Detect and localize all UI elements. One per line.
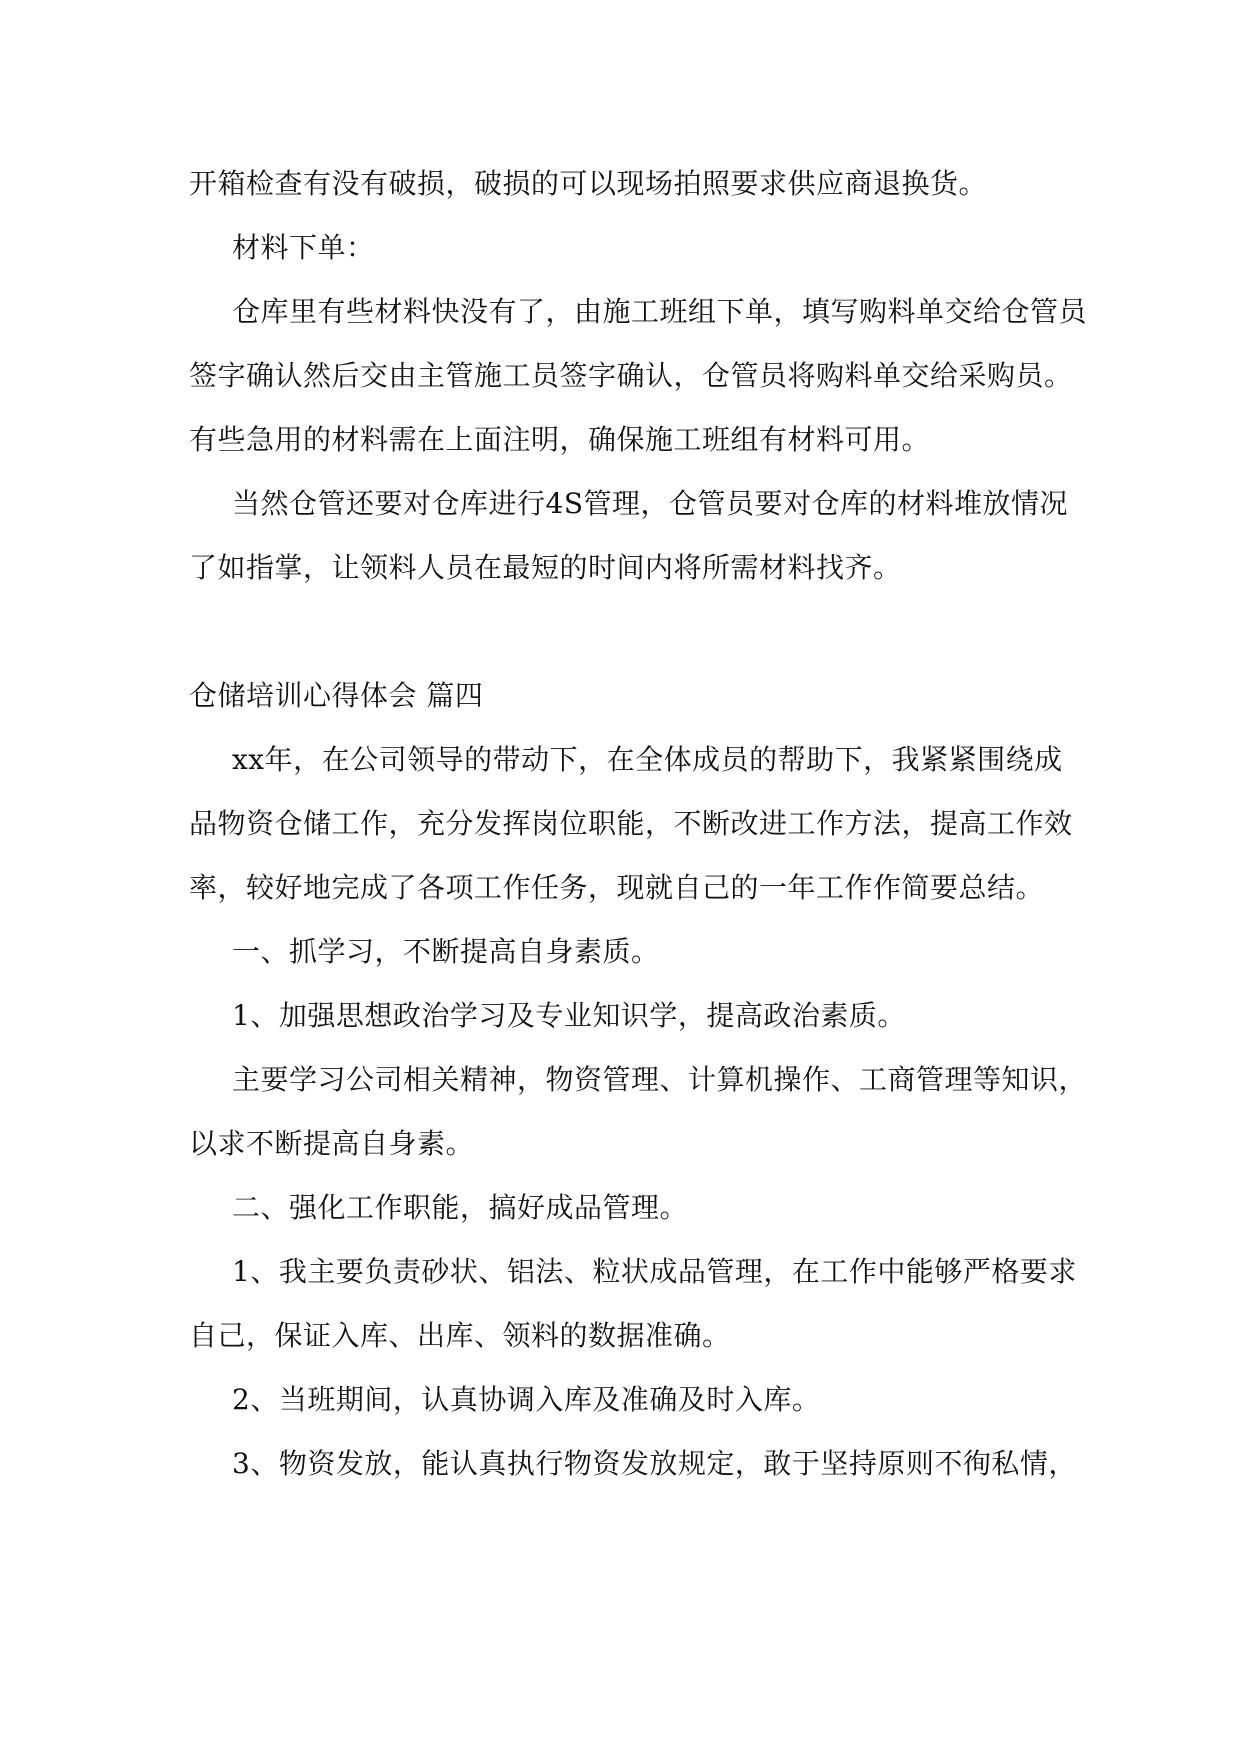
paragraph: 2、当班期间，认真协调入库及准确及时入库。 bbox=[232, 1383, 821, 1416]
paragraph: 1、加强思想政治学习及专业知识学，提高政治素质。 bbox=[232, 999, 906, 1032]
paragraph: 二、强化工作职能，搞好成品管理。 bbox=[232, 1191, 689, 1224]
paragraph: 开箱检查有没有破损，破损的可以现场拍照要求供应商退换货。 bbox=[189, 167, 988, 200]
document-body bbox=[189, 152, 1089, 1496]
paragraph: 3、物资发放，能认真执行物资发放规定，敢于坚持原则不徇私情， bbox=[232, 1447, 1077, 1480]
paragraph: 当然仓管还要对仓库进行4S管理，仓管员要对仓库的材料堆放情况了如指掌，让领料人员在最短的时间内将所需材料找齐。 bbox=[189, 487, 1068, 584]
paragraph: 主要学习公司相关精神，物资管理、计算机操作、工商管理等知识，以求不断提高自身素。 bbox=[189, 1063, 1088, 1160]
paragraph: 仓库里有些材料快没有了，由施工班组下单，填写购料单交给仓管员签字确认然后交由主管施工员签字确认，仓管员将购料单交给采购员。有些急用的材料需在上面注明，确保施工班组有材料可用。 bbox=[189, 295, 1088, 456]
paragraph: 一、抓学习，不断提高自身素质。 bbox=[232, 935, 660, 968]
paragraph: 材料下单： bbox=[232, 231, 375, 264]
paragraph: 1、我主要负责砂状、铝法、粒状成品管理，在工作中能够严格要求自己，保证入库、出库、领料的数据准确。 bbox=[189, 1255, 1077, 1352]
paragraph: xx年，在公司领导的带动下，在全体成员的帮助下，我紧紧围绕成品物资仓储工作，充分发挥岗位职能，不断改进工作方法，提高工作效率，较好地完成了各项工作任务，现就自己的一年工作作简要总结。 bbox=[189, 743, 1073, 904]
section-title: 仓储培训心得体会 篇四 bbox=[189, 679, 484, 712]
